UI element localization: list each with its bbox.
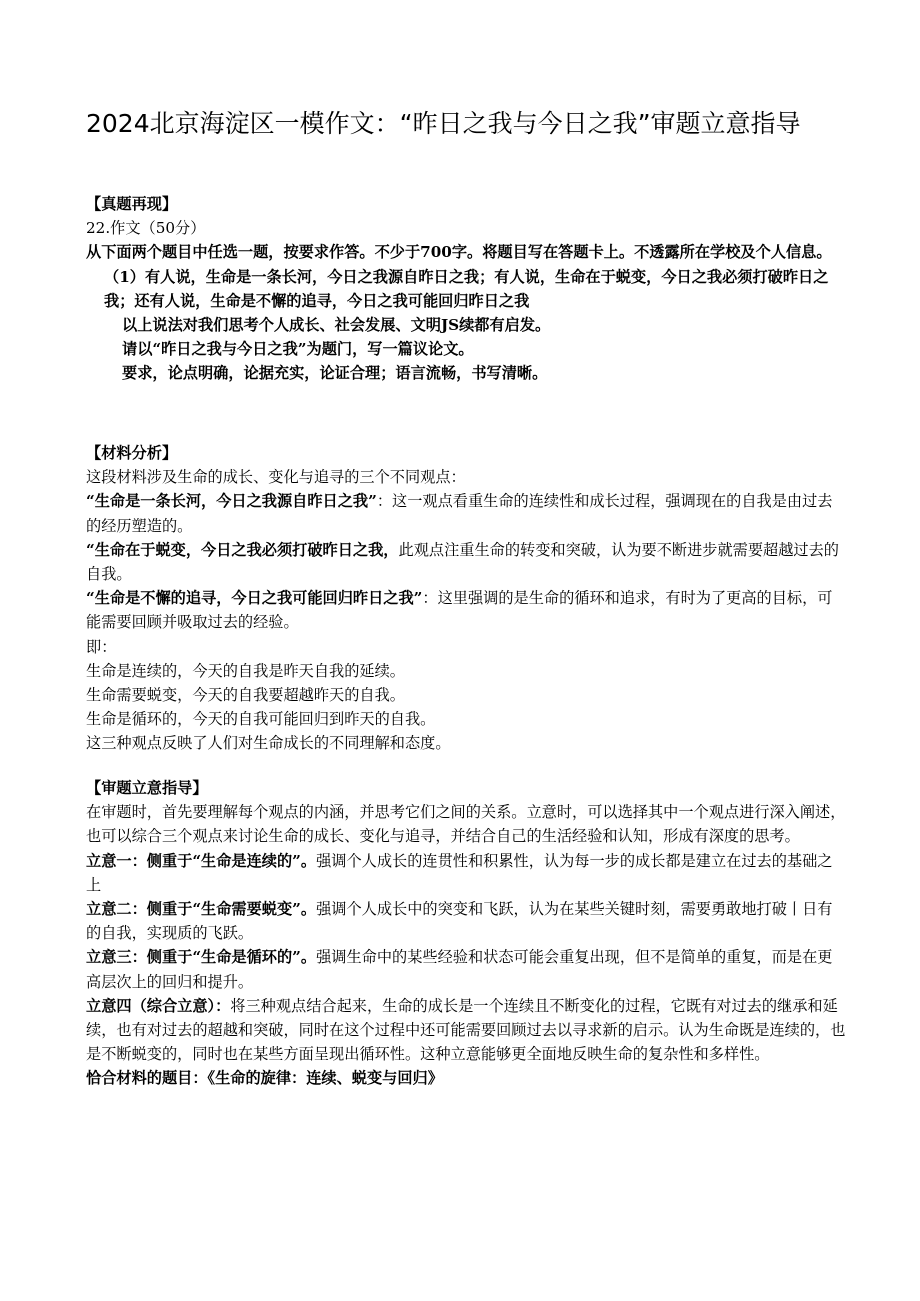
thesis-text: 强调生命中的某些经验和状态可能会重复出现，但不是简单的重复，而是在更高层次上的回归和提升。 bbox=[86, 948, 833, 991]
prompt-item: 请以“昨日之我与今日之我”为题门，写一篇议论文。 bbox=[122, 340, 474, 359]
instructions: 从下面两个题目中任选一题，按要求作答。不少于700字。将题目写在答题卡上。不透露所在学校及个人信息。 bbox=[86, 243, 832, 262]
section-material-analysis bbox=[86, 441, 846, 756]
prompt-item: （1）有人说，生命是一条长河，今日之我源自昨日之我；有人说，生命在于蜕变，今日之我必须打破昨日之我；还有人说，生命是不懈的追寻，今日之我可能回归昨日之我 bbox=[104, 267, 829, 310]
viewpoint-text: ：这一观点看重生命的连续性和成长过程，强调现在的自我是由过去的经历塑造的。 bbox=[86, 492, 833, 535]
thesis-paragraph bbox=[86, 945, 846, 993]
prompt-item: 要求，论点明确，论据充实，论证合理；语言流畅，书写清晰。 bbox=[122, 364, 548, 383]
viewpoint-label: “生命是不懈的追寻，今日之我可能回归昨日之我” bbox=[86, 589, 423, 608]
thesis-label: 立意四（综合立意）： bbox=[86, 996, 231, 1015]
section-heading: 【材料分析】 bbox=[86, 444, 178, 462]
section-heading: 【审题立意指导】 bbox=[86, 779, 208, 797]
section-real-question bbox=[86, 192, 846, 386]
thesis-text: 强调个人成长中的突变和飞跃，认为在某些关键时刻，需要勇敢地打破丨日有的自我，实现质的飞跃。 bbox=[86, 900, 833, 943]
thesis-label: 立意二：侧重于“生命需要蜕变”。 bbox=[86, 900, 317, 919]
thesis-paragraph bbox=[86, 849, 846, 897]
viewpoint-text: ：这里强调的是生命的循环和追求，有时为了更高的目标，可能需要回顾并吸取过去的经验。 bbox=[86, 589, 833, 632]
summary-line: 生命是连续的，今天的自我是昨天自我的延续。 bbox=[86, 661, 405, 680]
section-guidance bbox=[86, 776, 846, 1091]
viewpoint-label: “生命是一条长河，今日之我源自昨日之我” bbox=[86, 492, 377, 511]
summary-line: 这三种观点反映了人们对生命成长的不同理解和态度。 bbox=[86, 734, 451, 753]
suggested-title: 恰合材料的题目：《生命的旋律：连续、蜕变与回归》 bbox=[86, 1069, 443, 1088]
viewpoint-text: 此观点注重生命的转变和突破，认为要不断进步就需要超越过去的自我。 bbox=[86, 540, 839, 584]
thesis-label: 立意一：侧重于“生命是连续的”。 bbox=[86, 851, 317, 870]
viewpoint-label: “生命在于蜕变，今日之我必须打破昨日之我， bbox=[86, 540, 399, 559]
section-heading: 【真题再现】 bbox=[86, 195, 178, 213]
thesis-text: 强调个人成长的连贯性和积累性，认为每一步的成长都是建立在过去的基础之上 bbox=[86, 851, 833, 894]
viewpoint-paragraph bbox=[86, 538, 846, 586]
viewpoint-paragraph bbox=[86, 489, 846, 537]
paragraph: 在审题时，首先要理解每个观点的内涵，并思考它们之间的关系。立意时，可以选择其中一个观点进行深入阐述，也可以综合三个观点来讨论生命的成长、变化与追寻，并结合自己的生活经验和认知，形成有深度的思考。 bbox=[86, 803, 846, 846]
thesis-label: 立意三：侧重于“生命是循环的”。 bbox=[86, 948, 317, 967]
question-number: 22.作文（50分） bbox=[86, 219, 206, 238]
prompt-item: 以上说法对我们思考个人成长、社会发展、文明JS续都有启发。 bbox=[122, 316, 551, 335]
summary-line: 生命是循环的，今天的自我可能回归到昨天的自我。 bbox=[86, 710, 436, 729]
paragraph: 即： bbox=[86, 637, 117, 656]
summary-line: 生命需要蜕变，今天的自我要超越昨天的自我。 bbox=[86, 686, 405, 705]
paragraph: 这段材料涉及生命的成长、变化与追寻的三个不同观点： bbox=[86, 468, 466, 487]
document-title: 2024北京海淀区一模作文：“昨日之我与今日之我”审题立意指导 bbox=[86, 109, 801, 138]
thesis-paragraph bbox=[86, 994, 846, 1067]
thesis-text: 将三种观点结合起来，生命的成长是一个连续且不断变化的过程，它既有对过去的继承和延续，也有对过去的超越和突破，同时在这个过程中还可能需要回顾过去以寻求新的启示。认为生命既是连续的，也是不断蜕变的，同时也在某些方面呈现出循环性。这种立意能够更全面地反映生命的复杂性和多样性。 bbox=[86, 996, 846, 1064]
thesis-paragraph bbox=[86, 897, 846, 945]
viewpoint-paragraph bbox=[86, 586, 846, 634]
